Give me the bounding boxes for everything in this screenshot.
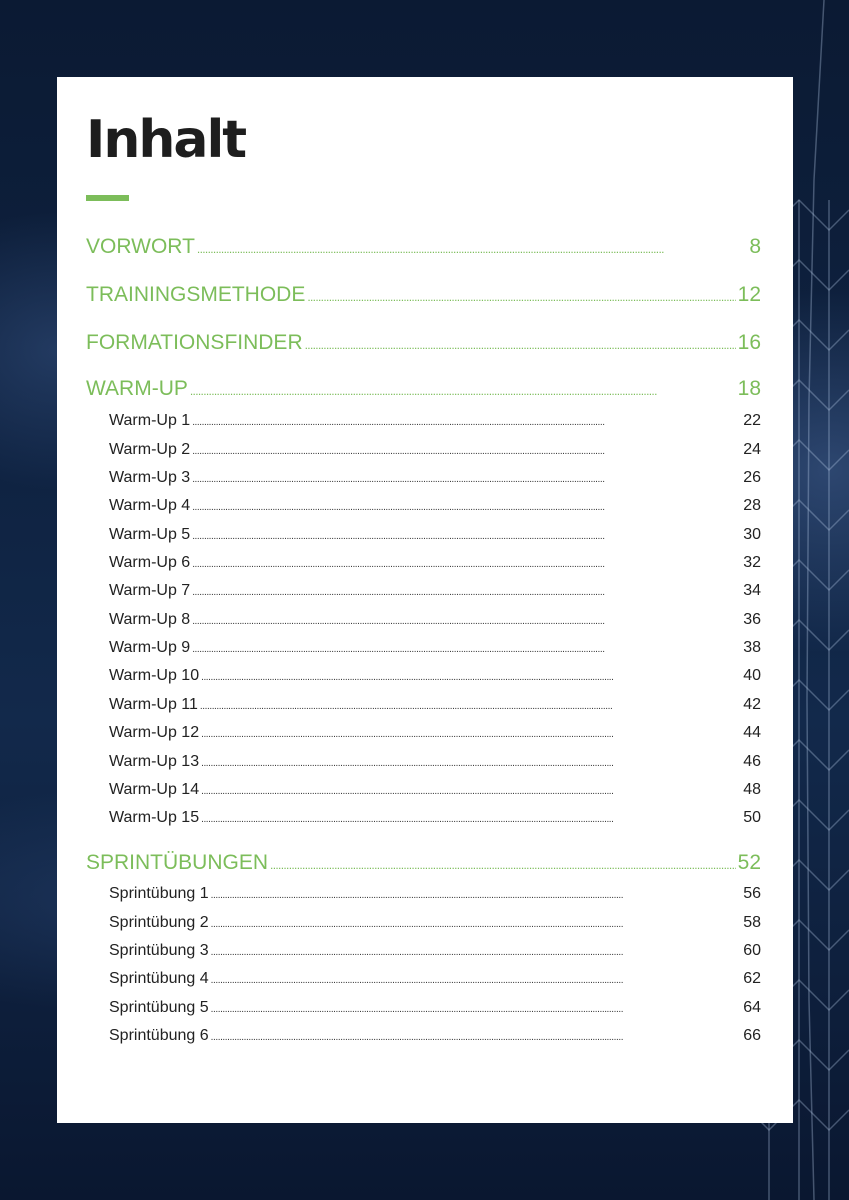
toc-entry-label: Warm-Up 4: [109, 497, 191, 514]
toc-page-number: 8: [749, 235, 761, 258]
toc-page-number: 42: [743, 696, 761, 713]
dot-leader: [192, 474, 741, 485]
toc-entry-warm-up-11[interactable]: [86, 696, 761, 714]
dot-leader: [192, 644, 741, 655]
dot-leader: [307, 290, 735, 304]
dot-leader: [270, 858, 736, 872]
toc-entry-label: Sprintübung 3: [109, 942, 209, 959]
toc-page-number: 32: [743, 554, 761, 571]
toc-page-number: 26: [743, 469, 761, 486]
toc-page-number: 36: [743, 611, 761, 628]
toc-page-number: 22: [743, 412, 761, 429]
toc-page-number: 50: [743, 809, 761, 826]
dot-leader: [192, 587, 741, 598]
toc-page-number: 24: [743, 441, 761, 458]
toc-entry-warm-up-5[interactable]: [86, 526, 761, 544]
toc-entry-label: Warm-Up 1: [109, 412, 191, 429]
toc-page-number: 18: [737, 377, 761, 400]
toc-entry-warm-up-1[interactable]: [86, 412, 761, 430]
toc-page-number: 62: [743, 970, 761, 987]
toc-entry-label: Sprintübung 1: [109, 885, 209, 902]
dot-leader: [201, 814, 741, 825]
toc-page-number: 46: [743, 753, 761, 770]
toc-entry-sprintuebung-1[interactable]: [86, 885, 761, 903]
toc-entry-label: Sprintübung 6: [109, 1027, 209, 1044]
toc-entry-label: Warm-Up 7: [109, 582, 191, 599]
toc-entry-warm-up-8[interactable]: [86, 611, 761, 629]
dot-leader: [201, 786, 741, 797]
toc-page-number: 28: [743, 497, 761, 514]
toc-page-number: 38: [743, 639, 761, 656]
dot-leader: [211, 919, 742, 930]
toc-section-label: SPRINTÜBUNGEN: [86, 851, 269, 874]
dot-leader: [201, 758, 741, 769]
dot-leader: [190, 384, 736, 398]
dot-leader: [211, 947, 742, 958]
toc-entry-sprintuebung-4[interactable]: [86, 970, 761, 988]
toc-section-sprintuebungen[interactable]: [86, 851, 761, 875]
toc-entry-sprintuebung-2[interactable]: [86, 914, 761, 932]
toc-page-number: 66: [743, 1027, 761, 1044]
toc-section-label: VORWORT: [86, 235, 195, 258]
dot-leader: [192, 559, 741, 570]
toc-entry-label: Warm-Up 12: [109, 724, 200, 741]
toc-page-number: 52: [737, 851, 761, 874]
toc-section-label: TRAININGSMETHODE: [86, 283, 306, 306]
dot-leader: [211, 890, 742, 901]
toc-entry-warm-up-3[interactable]: [86, 469, 761, 487]
dot-leader: [192, 417, 741, 428]
toc-page-number: 58: [743, 914, 761, 931]
toc-section-trainingsmethode[interactable]: [86, 283, 761, 307]
dot-leader: [200, 701, 741, 712]
toc-page-number: 48: [743, 781, 761, 798]
toc-section-vorwort[interactable]: [86, 235, 761, 259]
toc-page-number: 34: [743, 582, 761, 599]
toc-page-number: 44: [743, 724, 761, 741]
dot-leader: [201, 672, 741, 683]
toc-page-number: 64: [743, 999, 761, 1016]
toc-entry-warm-up-13[interactable]: [86, 753, 761, 771]
dot-leader: [211, 975, 742, 986]
toc-entry-label: Sprintübung 4: [109, 970, 209, 987]
toc-entry-warm-up-15[interactable]: [86, 809, 761, 827]
toc-entry-label: Warm-Up 3: [109, 469, 191, 486]
toc-entry-label: Warm-Up 9: [109, 639, 191, 656]
toc-entry-label: Warm-Up 15: [109, 809, 200, 826]
dot-leader: [192, 616, 741, 627]
toc-entry-label: Warm-Up 14: [109, 781, 200, 798]
toc-entry-warm-up-10[interactable]: [86, 667, 761, 685]
page-title: Inhalt: [86, 110, 246, 170]
dot-leader: [192, 446, 741, 457]
dot-leader: [211, 1004, 742, 1015]
toc-entry-label: Warm-Up 8: [109, 611, 191, 628]
toc-section-label: FORMATIONSFINDER: [86, 331, 303, 354]
toc-entry-warm-up-6[interactable]: [86, 554, 761, 572]
toc-entry-sprintuebung-3[interactable]: [86, 942, 761, 960]
toc-entry-label: Warm-Up 2: [109, 441, 191, 458]
title-underline: [86, 195, 129, 201]
dot-leader: [192, 502, 741, 513]
toc-entry-label: Sprintübung 5: [109, 999, 209, 1016]
toc-page-number: 40: [743, 667, 761, 684]
dot-leader: [211, 1032, 742, 1043]
toc-page-number: 56: [743, 885, 761, 902]
dot-leader: [192, 531, 741, 542]
dot-leader: [305, 338, 736, 352]
dot-leader: [197, 242, 747, 256]
toc-entry-sprintuebung-5[interactable]: [86, 999, 761, 1017]
toc-section-formationsfinder[interactable]: [86, 331, 761, 355]
toc-entry-label: Warm-Up 10: [109, 667, 200, 684]
toc-entry-warm-up-4[interactable]: [86, 497, 761, 515]
toc-entry-warm-up-14[interactable]: [86, 781, 761, 799]
toc-entry-sprintuebung-6[interactable]: [86, 1027, 761, 1045]
toc-entry-label: Warm-Up 13: [109, 753, 200, 770]
toc-entry-label: Warm-Up 11: [109, 696, 198, 713]
toc-page-number: 30: [743, 526, 761, 543]
toc-entry-warm-up-9[interactable]: [86, 639, 761, 657]
contents-page: [57, 77, 793, 1123]
toc-entry-label: Warm-Up 5: [109, 526, 191, 543]
toc-page-number: 16: [737, 331, 761, 354]
toc-entry-warm-up-2[interactable]: [86, 441, 761, 459]
dot-leader: [201, 729, 741, 740]
toc-entry-label: Warm-Up 6: [109, 554, 191, 571]
toc-section-label: WARM-UP: [86, 377, 188, 400]
toc-entry-warm-up-7[interactable]: [86, 582, 761, 600]
toc-entry-warm-up-12[interactable]: [86, 724, 761, 742]
toc-entry-label: Sprintübung 2: [109, 914, 209, 931]
toc-page-number: 60: [743, 942, 761, 959]
toc-section-warm-up[interactable]: [86, 377, 761, 401]
toc-page-number: 12: [737, 283, 761, 306]
